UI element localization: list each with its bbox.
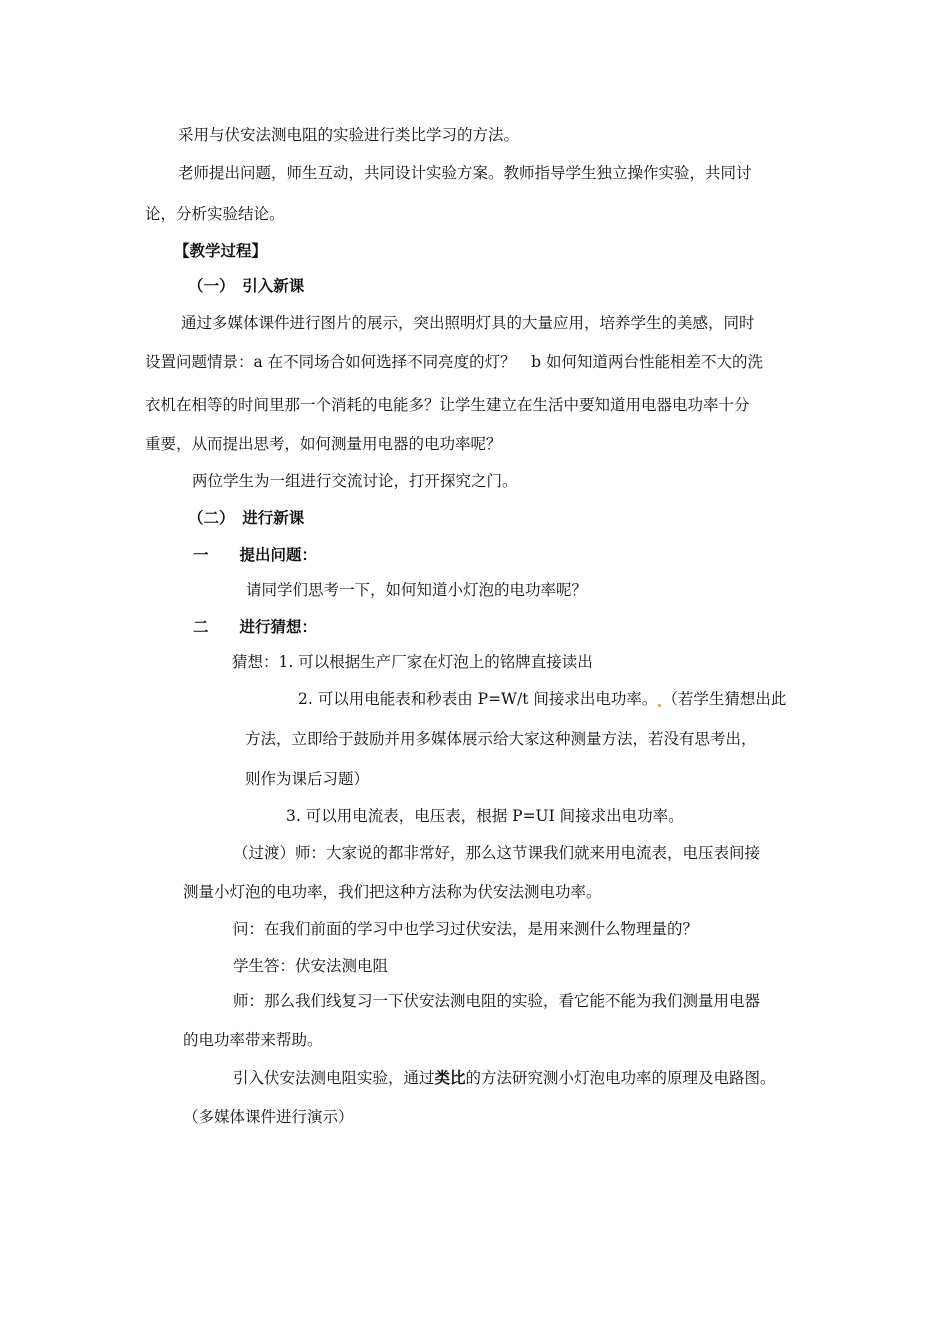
text-line (233, 1068, 776, 1088)
text-line: 采用与伏安法测电阻的实验进行类比学习的方法。 (178, 126, 520, 144)
text-line: 师：那么我们线复习一下伏安法测电阻的实验，看它能不能为我们测量用电器 (233, 992, 761, 1010)
guess-2-note: （若学生猜想出此 (662, 690, 787, 708)
step-heading: 二 进行猜想： (193, 617, 318, 636)
text-line: 猜想：1. 可以根据生产厂家在灯泡上的铭牌直接读出 (232, 653, 593, 671)
subsection-heading: （一） 引入新课 (188, 276, 305, 295)
guess-2-text: 2. 可以用电能表和秒表由 P=W/t 间接求出电功率。 (298, 690, 658, 708)
text-line: 方法，立即给于鼓励并用多媒体展示给大家这种测量方法，若没有思考出， (245, 730, 757, 748)
text-line: 3. 可以用电流表，电压表，根据 P=UI 间接求出电功率。 (286, 807, 684, 825)
text-line: 设置问题情景：a 在不同场合如何选择不同亮度的灯？ b 如何知道两台性能相差不大的洗 (145, 353, 764, 371)
text-line: 重要，从而提出思考，如何测量用电器的电功率呢？ (145, 435, 502, 453)
emphasis-text: 类比 (434, 1068, 466, 1087)
text-line: 则作为课后习题） (245, 770, 370, 788)
step-heading: 一 提出问题： (193, 545, 318, 564)
text-line: （多媒体课件进行演示） (183, 1108, 354, 1126)
text-line: 衣机在相等的时间里那一个消耗的电能多？让学生建立在生活中要知道用电器电功率十分 (145, 396, 750, 414)
intro-text-tail: 的方法研究测小灯泡电功率的原理及电路图。 (465, 1069, 776, 1087)
text-line: 通过多媒体课件进行图片的展示，突出照明灯具的大量应用，培养学生的美感，同时 (181, 314, 755, 332)
text-line: 论，分析实验结论。 (145, 205, 285, 223)
text-line: 问：在我们前面的学习中也学习过伏安法，是用来测什么物理量的？ (233, 920, 699, 938)
text-line: 测量小灯泡的电功率，我们把这种方法称为伏安法测电功率。 (183, 883, 602, 901)
annotation-mark-icon (658, 704, 661, 707)
intro-text: 引入伏安法测电阻实验，通过 (233, 1069, 435, 1087)
text-line (298, 689, 786, 709)
section-heading: 【教学过程】 (174, 241, 268, 260)
text-line: 的电功率带来帮助。 (183, 1031, 323, 1049)
text-line: 两位学生为一组进行交流讨论，打开探究之门。 (192, 472, 518, 490)
text-line: （过渡）师：大家说的都非常好，那么这节课我们就来用电流表，电压表间接 (233, 844, 761, 862)
text-line: 请同学们思考一下，如何知道小灯泡的电功率呢？ (246, 581, 588, 599)
subsection-heading: （二） 进行新课 (188, 508, 305, 527)
text-line: 学生答：伏安法测电阻 (233, 957, 389, 975)
text-line: 老师提出问题，师生互动，共同设计实验方案。教师指导学生独立操作实验，共同讨 (178, 164, 752, 182)
